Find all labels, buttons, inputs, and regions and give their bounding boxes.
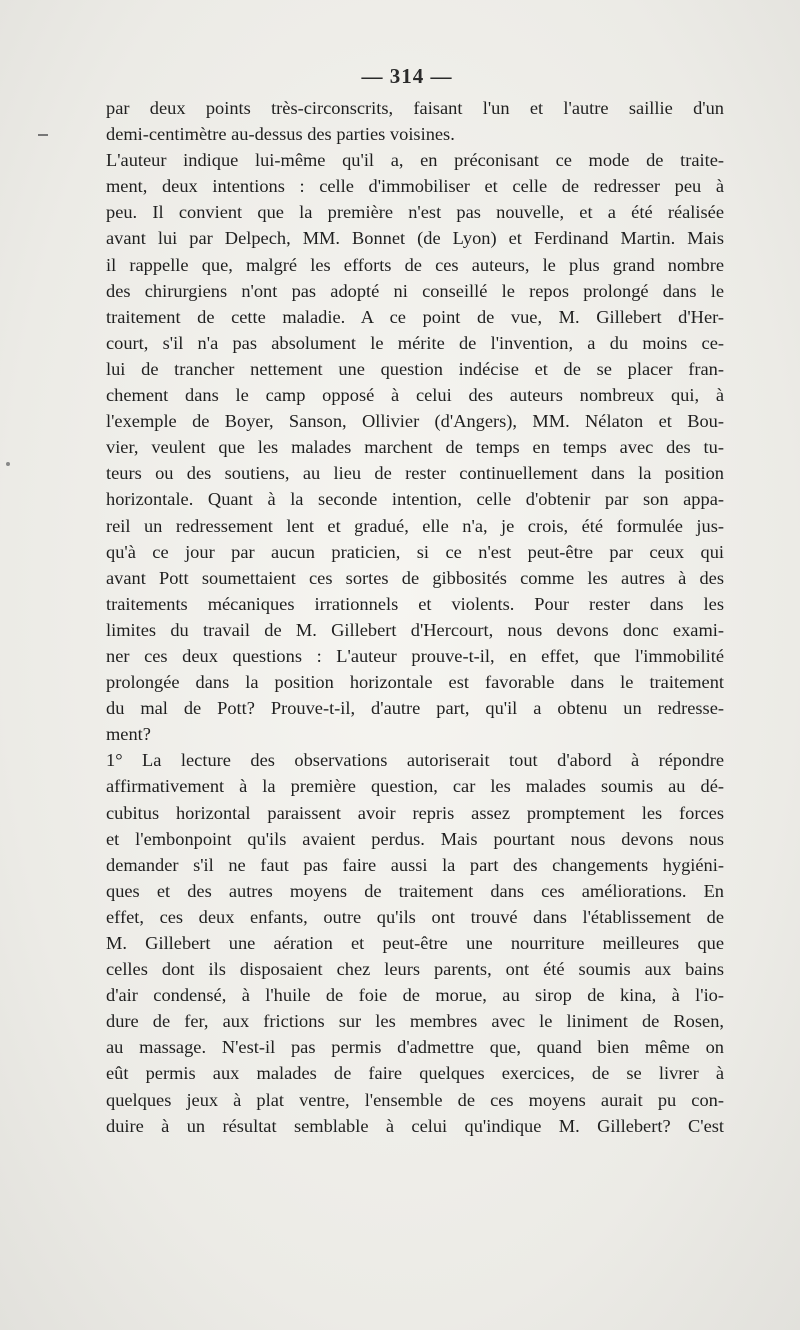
text-line: peu. Il convient que la première n'est pas nouvelle, et a été réalisée xyxy=(106,202,724,223)
text-line: vier, veulent que les malades marchent de temps en temps avec des tu- xyxy=(106,437,724,458)
text-line: demander s'il ne faut pas faire aussi la part des changements hygiéni- xyxy=(106,854,724,875)
text-line: traitement de cette maladie. A ce point de vue, M. Gillebert d'Her- xyxy=(106,306,724,327)
text-line: lui de trancher nettement une question indécise et de se placer fran- xyxy=(106,358,724,379)
text-line: ment, deux intentions : celle d'immobiliser et celle de redresser peu à xyxy=(106,176,724,197)
text-line: avant lui par Delpech, MM. Bonnet (de Lyon) et Ferdinand Martin. Mais xyxy=(106,228,724,249)
text-line: limites du travail de M. Gillebert d'Hercourt, nous devons donc exami- xyxy=(106,619,724,640)
margin-dot-mark xyxy=(6,462,10,466)
text-line: traitements mécaniques irrationnels et violents. Pour rester dans les xyxy=(106,593,724,614)
text-line: M. Gillebert une aération et peut-être une nourriture meilleures que xyxy=(106,933,724,953)
margin-dash-mark xyxy=(38,134,48,136)
paragraph-3 xyxy=(106,747,724,1138)
text-line: cubitus horizontal paraissent avoir repris assez promptement les forces xyxy=(106,802,724,823)
text-line: affirmativement à la première question, car les malades soumis au dé- xyxy=(106,776,724,797)
text-line: celles dont ils disposaient chez leurs parents, ont été soumis aux bains xyxy=(106,959,724,980)
body-text xyxy=(106,95,724,1139)
text-line: avant Pott soumettaient ces sortes de gibbosités comme les autres à des xyxy=(106,567,724,588)
text-line: qu'à ce jour par aucun praticien, si ce n'est peut-être par ceux qui xyxy=(106,541,724,562)
text-line: et l'embonpoint qu'ils avaient perdus. Mais pourtant nous devons nous xyxy=(106,828,724,849)
text-line: reil un redressement lent et gradué, elle n'a, je crois, été formulée jus- xyxy=(106,515,724,536)
text-line: d'air condensé, à l'huile de foie de morue, au sirop de kina, à l'io- xyxy=(106,985,724,1006)
text-line: au massage. N'est-il pas permis d'admettre que, quand bien même on xyxy=(106,1037,724,1058)
text-line: duire à un résultat semblable à celui qu'indique M. Gillebert? C'est xyxy=(106,1115,724,1136)
text-line: L'auteur indique lui-même qu'il a, en préconisant ce mode de traite- xyxy=(106,150,724,171)
text-line: horizontale. Quant à la seconde intention, celle d'obtenir par son appa- xyxy=(106,489,724,510)
text-line: dure de fer, aux frictions sur les membres avec le liniment de Rosen, xyxy=(106,1011,724,1032)
paragraph-1 xyxy=(106,95,724,147)
text-line: prolongée dans la position horizontale est favorable dans le traitement xyxy=(106,672,724,693)
text-line: l'exemple de Boyer, Sanson, Ollivier (d'Angers), MM. Nélaton et Bou- xyxy=(106,411,724,432)
text-line: eût permis aux malades de faire quelques exercices, de se livrer à xyxy=(106,1063,724,1084)
text-line: ner ces deux questions : L'auteur prouve-t-il, en effet, que l'immobilité xyxy=(106,645,724,666)
text-line: demi-centimètre au-dessus des parties voisines. xyxy=(106,124,455,145)
text-line: quelques jeux à plat ventre, l'ensemble de ces moyens aurait pu con- xyxy=(106,1089,724,1110)
text-line: ment? xyxy=(106,724,151,745)
text-line: ques et des autres moyens de traitement dans ces améliorations. En xyxy=(106,880,724,901)
text-line: 1° La lecture des observations autoriserait tout d'abord à répondre xyxy=(106,750,724,771)
text-line: par deux points très-circonscrits, faisant l'un et l'autre saillie d'un xyxy=(106,98,724,118)
text-line: court, s'il n'a pas absolument le mérite de l'invention, a du moins ce- xyxy=(106,332,724,353)
text-line: il rappelle que, malgré les efforts de ces auteurs, le plus grand nombre xyxy=(106,254,724,275)
text-line: des chirurgiens n'ont pas adopté ni conseillé le repos prolongé dans le xyxy=(106,280,724,301)
text-line: effet, ces deux enfants, outre qu'ils ont trouvé dans l'établissement de xyxy=(106,906,724,927)
text-line: teurs ou des soutiens, au lieu de rester continuellement dans la position xyxy=(106,463,724,484)
paragraph-2 xyxy=(106,147,724,747)
text-line: du mal de Pott? Prouve-t-il, d'autre part, qu'il a obtenu un redresse- xyxy=(106,698,724,719)
text-line: chement dans le camp opposé à celui des auteurs nombreux qui, à xyxy=(106,385,724,406)
page-number: — 314 — xyxy=(361,64,453,88)
